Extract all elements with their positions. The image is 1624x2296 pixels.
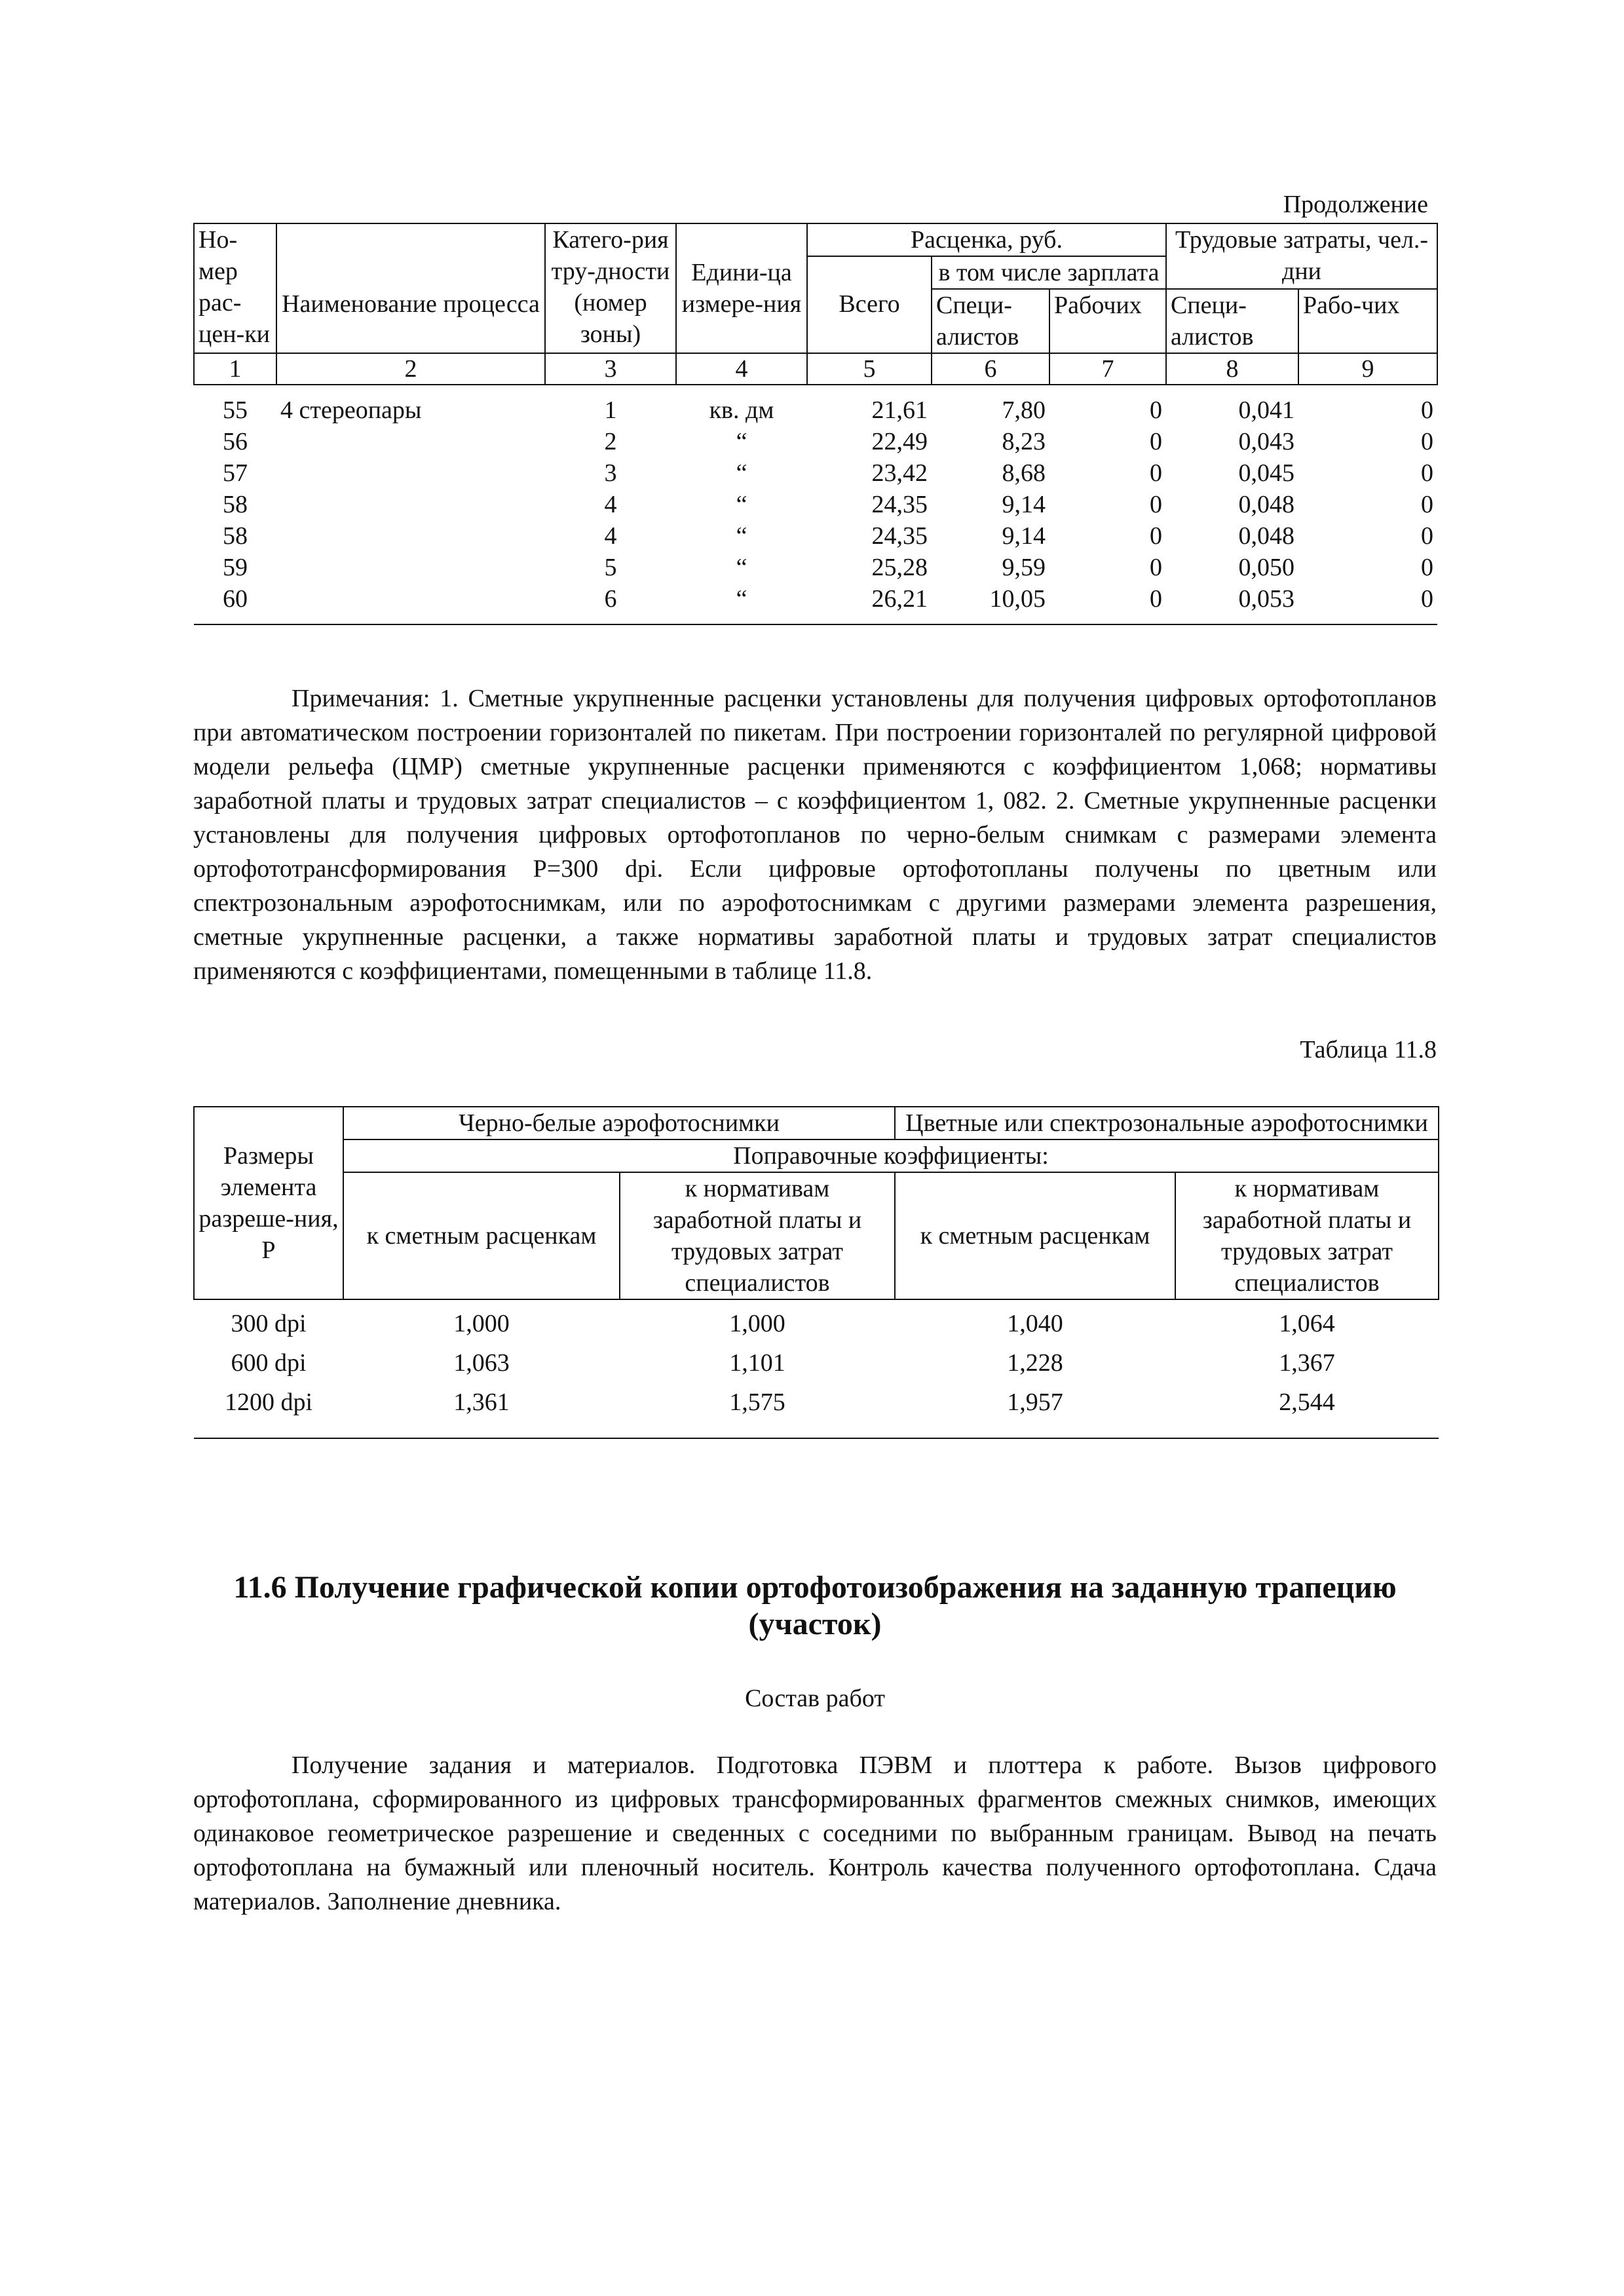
header-total: Всего bbox=[807, 256, 932, 353]
cell-b: 1,000 bbox=[729, 1310, 785, 1337]
cell-size: 600 dpi bbox=[231, 1349, 307, 1377]
cell-no: 59 bbox=[223, 554, 248, 581]
cell-cat: 3 bbox=[604, 459, 617, 487]
cell-lwork: 0 bbox=[1421, 491, 1434, 518]
cell-unit: кв. дм bbox=[709, 396, 774, 424]
cell-spec: 10,05 bbox=[932, 583, 1049, 624]
header-unit: Едини-ца измере-ния bbox=[676, 223, 807, 353]
col-number: 7 bbox=[1049, 353, 1166, 385]
cell-lwork: 0 bbox=[1421, 459, 1434, 487]
table-row bbox=[194, 489, 1437, 520]
cell-lwork: 0 bbox=[1421, 554, 1434, 581]
work-composition-paragraph: Получение задания и материалов. Подготовка ПЭВМ и плоттера к работе. Вызов цифрового ортофотоплана, сформированного из цифровых трансформированных фрагментов смежных снимков, имеющих одинаковое геометрическое разрешение и сведенных с соседними по выбранным границам. Вывод на печать ортофотоплана на бумажный или пленочный носитель. Контроль качества полученного ортофотоплана. Сдача материалов. Заполнение дневника. bbox=[193, 1751, 1437, 1915]
cell-lspec: 0,041 bbox=[1238, 396, 1294, 424]
header-color-norm: к нормативам заработной платы и трудовых затрат специалистов bbox=[1175, 1172, 1439, 1299]
table-row bbox=[194, 457, 1437, 489]
cell-unit: “ bbox=[736, 428, 747, 455]
col-number: 9 bbox=[1298, 353, 1437, 385]
cell-no: 57 bbox=[223, 459, 248, 487]
cell-total: 24,35 bbox=[871, 491, 928, 518]
cell-lwork: 0 bbox=[1298, 583, 1437, 624]
cell-lwork: 0 bbox=[1421, 522, 1434, 550]
header-bw-price: к сметным расценкам bbox=[343, 1172, 620, 1299]
cell-b: 1,575 bbox=[620, 1383, 895, 1438]
section-heading: 11.6 Получение графической копии ортофотоизображения на заданную трапецию (участок) bbox=[233, 1570, 1397, 1641]
table-row bbox=[194, 583, 1437, 624]
cell-unit: “ bbox=[736, 554, 747, 581]
header-name: Наименование процесса bbox=[276, 223, 545, 353]
cell-c: 1,040 bbox=[1007, 1310, 1063, 1337]
cell-work: 0 bbox=[1150, 522, 1162, 550]
table-caption: Таблица 11.8 bbox=[1300, 1036, 1437, 1063]
cell-size: 300 dpi bbox=[231, 1310, 307, 1337]
cell-name bbox=[276, 457, 545, 489]
cell-cat: 2 bbox=[604, 428, 617, 455]
cell-no: 58 bbox=[223, 491, 248, 518]
header-number: Но-мер рас-цен-ки bbox=[194, 223, 276, 353]
rates-table bbox=[193, 223, 1438, 625]
cell-name bbox=[276, 489, 545, 520]
cell-cat: 5 bbox=[604, 554, 617, 581]
cell-total: 23,42 bbox=[871, 459, 928, 487]
coefficients-table bbox=[193, 1106, 1439, 1439]
header-price: Расценка, руб. bbox=[807, 223, 1166, 256]
table-row bbox=[194, 1343, 1439, 1383]
table-row bbox=[194, 520, 1437, 552]
cell-work: 0 bbox=[1150, 491, 1162, 518]
cell-work: 0 bbox=[1150, 554, 1162, 581]
cell-work: 0 bbox=[1150, 396, 1162, 424]
cell-name bbox=[276, 426, 545, 457]
cell-cat: 1 bbox=[604, 396, 617, 424]
table-row bbox=[194, 426, 1437, 457]
cell-d: 1,367 bbox=[1279, 1349, 1335, 1377]
header-bw-norm: к нормативам заработной платы и трудовых затрат специалистов bbox=[620, 1172, 895, 1299]
header-color-price: к сметным расценкам bbox=[895, 1172, 1175, 1299]
header-labor-work: Рабо-чих bbox=[1298, 289, 1437, 353]
table-row bbox=[194, 1299, 1439, 1343]
cell-unit: “ bbox=[736, 459, 747, 487]
col-number: 8 bbox=[1166, 353, 1298, 385]
header-spec: Специ-алистов bbox=[932, 289, 1049, 353]
col-number: 2 bbox=[276, 353, 545, 385]
cell-name bbox=[276, 583, 545, 624]
cell-total: 26,21 bbox=[807, 583, 932, 624]
header-labor: Трудовые затраты, чел.-дни bbox=[1166, 223, 1437, 289]
table-row bbox=[194, 385, 1437, 426]
cell-total: 21,61 bbox=[871, 396, 928, 424]
cell-name bbox=[276, 552, 545, 583]
col-number: 3 bbox=[545, 353, 676, 385]
cell-name bbox=[276, 520, 545, 552]
cell-b: 1,101 bbox=[729, 1349, 785, 1377]
cell-unit: “ bbox=[676, 583, 807, 624]
cell-size: 1200 dpi bbox=[194, 1383, 343, 1438]
cell-lspec: 0,048 bbox=[1238, 522, 1294, 550]
cell-no: 58 bbox=[223, 522, 248, 550]
cell-d: 2,544 bbox=[1175, 1383, 1439, 1438]
cell-lwork: 0 bbox=[1421, 428, 1434, 455]
cell-name: 4 стереопары bbox=[280, 396, 422, 424]
header-labor-spec: Специ-алистов bbox=[1166, 289, 1298, 353]
table-row bbox=[194, 552, 1437, 583]
cell-spec: 8,23 bbox=[1002, 428, 1046, 455]
header-size: Размеры элемента разреше-ния, P bbox=[194, 1107, 343, 1299]
cell-total: 25,28 bbox=[871, 554, 928, 581]
notes-paragraph: Примечания: 1. Сметные укрупненные расценки установлены для получения цифровых ортофотопланов при автоматическом построении горизонталей по пикетам. При построении горизонталей по регулярной цифровой модели рельефа (ЦМР) сметные укрупненные расценки применяются с коэффициентом 1,068; нормативы заработной платы и трудовых затрат специалистов – с коэффициентом 1, 082. 2. Сметные укрупненные расценки установлены для получения цифровых ортофотопланов по черно-белым снимкам с размерами элемента ортофототрансформирования P=300 dpi. Если цифровые ортофотопланы получены по цветным или спектрозональным аэрофотоснимкам, или по аэрофотоснимкам с другими размерами элемента разрешения, сметные укрупненные расценки, а также нормативы заработной платы и трудовых затрат специалистов применяются с коэффициентами, помещенными в таблице 11.8. bbox=[193, 685, 1437, 985]
cell-total: 22,49 bbox=[871, 428, 928, 455]
cell-unit: “ bbox=[736, 522, 747, 550]
cell-no: 60 bbox=[194, 583, 276, 624]
header-bw: Черно-белые аэрофотоснимки bbox=[343, 1107, 895, 1139]
cell-spec: 9,59 bbox=[1002, 554, 1046, 581]
cell-lspec: 0,048 bbox=[1238, 491, 1294, 518]
cell-c: 1,957 bbox=[895, 1383, 1175, 1438]
cell-no: 55 bbox=[223, 396, 248, 424]
cell-spec: 8,68 bbox=[1002, 459, 1046, 487]
cell-lspec: 0,053 bbox=[1166, 583, 1298, 624]
header-incl: в том числе зарплата bbox=[932, 256, 1166, 289]
cell-no: 56 bbox=[223, 428, 248, 455]
cell-work: 0 bbox=[1150, 428, 1162, 455]
col-number: 4 bbox=[676, 353, 807, 385]
cell-c: 1,228 bbox=[1007, 1349, 1063, 1377]
header-work: Рабочих bbox=[1049, 289, 1166, 353]
cell-spec: 9,14 bbox=[1002, 491, 1046, 518]
cell-cat: 4 bbox=[604, 522, 617, 550]
cell-cat: 4 bbox=[604, 491, 617, 518]
cell-a: 1,063 bbox=[453, 1349, 510, 1377]
cell-a: 1,000 bbox=[453, 1310, 510, 1337]
col-number: 6 bbox=[932, 353, 1049, 385]
cell-lspec: 0,050 bbox=[1238, 554, 1294, 581]
cell-spec: 7,80 bbox=[1002, 396, 1046, 424]
cell-lwork: 0 bbox=[1421, 396, 1434, 424]
cell-a: 1,361 bbox=[343, 1383, 620, 1438]
cell-lspec: 0,043 bbox=[1238, 428, 1294, 455]
col-number: 1 bbox=[194, 353, 276, 385]
header-coefficients: Поправочные коэффициенты: bbox=[343, 1139, 1439, 1172]
header-color: Цветные или спектрозональные аэрофотоснимки bbox=[895, 1107, 1439, 1139]
header-category: Катего-рия тру-дности (номер зоны) bbox=[545, 223, 676, 353]
continuation-label: Продолжение bbox=[1283, 191, 1428, 218]
subheading: Состав работ bbox=[745, 1685, 885, 1712]
col-number: 5 bbox=[807, 353, 932, 385]
cell-d: 1,064 bbox=[1279, 1310, 1335, 1337]
table-row bbox=[194, 1383, 1439, 1438]
cell-spec: 9,14 bbox=[1002, 522, 1046, 550]
cell-cat: 6 bbox=[545, 583, 676, 624]
cell-total: 24,35 bbox=[871, 522, 928, 550]
cell-work: 0 bbox=[1049, 583, 1166, 624]
cell-work: 0 bbox=[1150, 459, 1162, 487]
cell-lspec: 0,045 bbox=[1238, 459, 1294, 487]
cell-unit: “ bbox=[736, 491, 747, 518]
